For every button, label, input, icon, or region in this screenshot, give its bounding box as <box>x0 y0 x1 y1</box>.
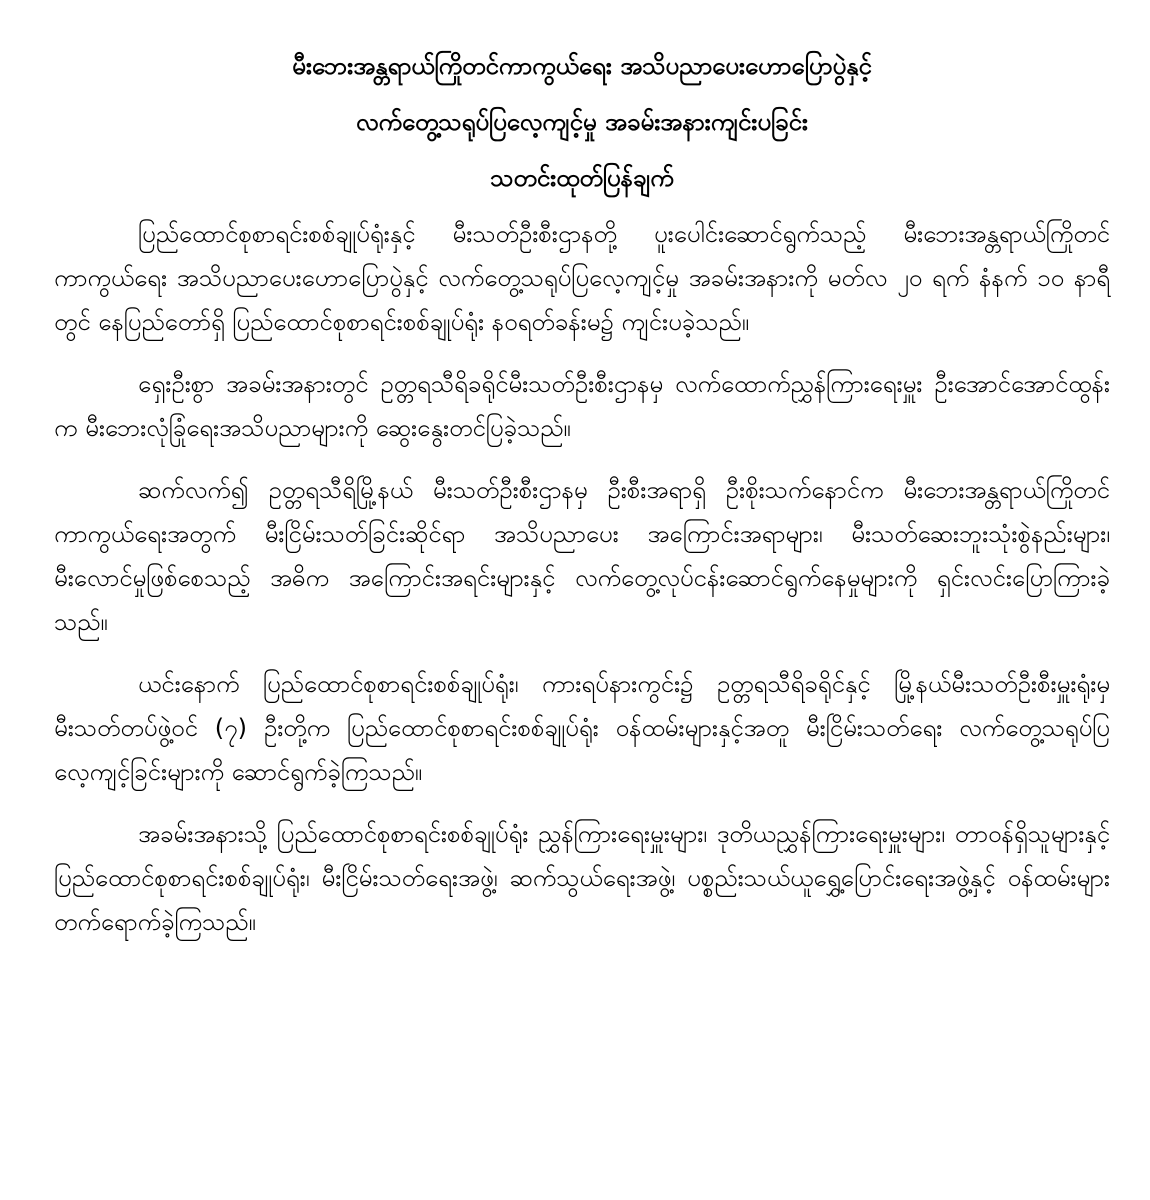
paragraph-event-intro: ပြည်ထောင်စုစာရင်းစစ်ချုပ်ရုံးနှင့် မီးသတ်ဦးစီးဌာနတို့ ပူးပေါင်းဆောင်ရွက်သည့် မီးဘေးအန္တရာယ်ကြိုတင်ကာကွယ်ရေး အသိပညာပေးဟောပြောပွဲနှင့် လက်တွေ့သရုပ်ပြလေ့ကျင့်မှု အခမ်းအနားကို မတ်လ ၂၀ ရက် နံနက် ၁၀ နာရီတွင် နေပြည်တော်ရှိ ပြည်ထောင်စုစာရင်းစစ်ချုပ်ရုံး န၀ရတ်ခန်းမ၌ ကျင်းပခဲ့သည်။ <box>54 220 1110 336</box>
title-line-2: လက်တွေ့သရုပ်ပြလေ့ကျင့်မှု အခမ်းအနားကျင်းပခြင်း <box>355 108 809 136</box>
paragraph-attendees: အခမ်းအနားသို့ ပြည်ထောင်စုစာရင်းစစ်ချုပ်ရုံး ညွှန်ကြားရေးမှူးများ၊ ဒုတိယညွှန်ကြားရေးမှူးများ၊ တာဝန်ရှိသူများနှင့် ပြည်ထောင်စုစာရင်းစစ်ချုပ်ရုံး၊ မီးငြိမ်းသတ်ရေးအဖွဲ့၊ ဆက်သွယ်ရေးအဖွဲ့၊ ပစ္စည်းသယ်ယူရွှေ့ပြောင်းရေးအဖွဲ့နှင့် ဝန်ထမ်းများတက်ရောက်ခဲ့ကြသည်။ <box>54 820 1110 936</box>
paragraph-demonstration: ယင်းနောက် ပြည်ထောင်စုစာရင်းစစ်ချုပ်ရုံး၊ ကားရပ်နားကွင်း၌ ဥတ္တရသီရိခရိုင်နှင့် မြို့နယ်မီးသတ်ဦးစီးမှူးရုံးမှ မီးသတ်တပ်ဖွဲ့ဝင် (၇) ဦးတို့က ပြည်ထောင်စုစာရင်းစစ်ချုပ်ရုံး ဝန်ထမ်းများနှင့်အတူ မီးငြိမ်းသတ်ရေး လက်တွေ့သရုပ်ပြလေ့ကျင့်ခြင်းများကို ဆောင်ရွက်ခဲ့ကြသည်။ <box>54 670 1110 786</box>
paragraph-first-speaker: ရှေးဦးစွာ အခမ်းအနားတွင် ဥတ္တရသီရိခရိုင်မီးသတ်ဦးစီးဌာနမှ လက်ထောက်ညွှန်ကြားရေးမှူး ဦးအောင်အောင်ထွန်းက မီးဘေးလုံခြုံရေးအသိပညာများကို ဆွေးနွေးတင်ပြခဲ့သည်။ <box>54 370 1110 442</box>
press-release-title <box>54 38 1110 206</box>
title-line-1: မီးဘေးအန္တရာယ်ကြိုတင်ကာကွယ်ရေး အသိပညာပေးဟောပြောပွဲနှင့် <box>292 52 872 80</box>
paragraph-second-speaker: ဆက်လက်၍ ဥတ္တရသီရိမြို့နယ် မီးသတ်ဦးစီးဌာနမှ ဦးစီးအရာရှိ ဦးစိုးသက်နောင်က မီးဘေးအန္တရာယ်ကြိုတင်ကာကွယ်ရေးအတွက် မီးငြိမ်းသတ်ခြင်းဆိုင်ရာ အသိပညာပေး အကြောင်းအရာများ၊ မီးသတ်ဆေးဘူးသုံးစွဲနည်းများ၊ မီးလောင်မှုဖြစ်စေသည့် အဓိက အကြောင်းအရင်းများနှင့် လက်တွေ့လုပ်ငန်းဆောင်ရွက်နေမှုများကို ရှင်းလင်းပြောကြားခဲ့သည်။ <box>54 476 1110 636</box>
title-line-3: သတင်းထုတ်ပြန်ချက် <box>490 164 674 192</box>
